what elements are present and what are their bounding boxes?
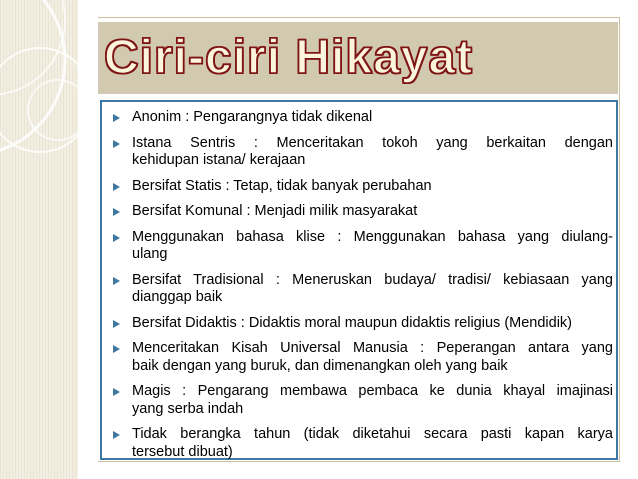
bullet-text-line: Bersifat Tradisional : Meneruskan budaya/ tradisi/ kebiasaan yang [132, 271, 613, 288]
bullet-text-line: Bersifat Didaktis : Didaktis moral maupun didaktis religius (Mendidik) [132, 314, 572, 331]
bullet-text-line: Bersifat Komunal : Menjadi milik masyarakat [132, 203, 418, 219]
bullet-arrow-icon [113, 208, 120, 216]
bullet-text-line: yang serba indah [132, 400, 244, 417]
bullet-item [108, 135, 613, 170]
frame-right-border [619, 17, 620, 462]
bullet-item [108, 272, 613, 307]
bullet-text-line: Magis : Pengarang membawa pembaca ke dunia khayal imajinasi [132, 383, 613, 399]
bullet-text-line: ulang [132, 246, 168, 262]
bullet-text-line: Istana Sentris : Menceritakan tokoh yang berkaitan dengan [132, 134, 613, 151]
slide-title: Ciri-ciri Hikayat [104, 31, 474, 84]
frame-top-border [98, 17, 620, 18]
bullet-item [108, 109, 613, 127]
bullet-arrow-icon [113, 114, 120, 122]
bullet-arrow-icon [113, 431, 120, 439]
bullet-arrow-icon [113, 234, 120, 242]
bullet-arrow-icon [113, 140, 120, 148]
bullet-item [108, 340, 613, 375]
bullet-item [108, 178, 613, 196]
bullet-item [108, 229, 613, 264]
bullet-list [108, 109, 613, 469]
bullet-arrow-icon [113, 388, 120, 396]
bullet-item [108, 426, 613, 461]
bullet-text-line: Anonim : Pengarangnya tidak dikenal [132, 109, 373, 125]
bullet-text-line: Menceritakan Kisah Universal Manusia : Peperangan antara yang [132, 340, 613, 356]
bullet-text-line: Tidak berangka tahun (tidak diketahui secara pasti kapan karya [132, 426, 613, 442]
bullet-text-line: kehidupan istana/ kerajaan [132, 152, 306, 168]
bullet-text-line: baik dengan yang buruk, dan dimenangkan oleh yang baik [132, 357, 508, 374]
bullet-arrow-icon [113, 277, 120, 285]
bullet-text-line: dianggap baik [132, 289, 223, 305]
bullet-arrow-icon [113, 183, 120, 191]
bullet-item [108, 203, 613, 221]
bullet-arrow-icon [113, 320, 120, 328]
bullet-item [108, 315, 613, 333]
decorative-swirl [0, 0, 100, 479]
bullet-text-line: Bersifat Statis : Tetap, tidak banyak perubahan [132, 177, 432, 194]
bullet-text-line: tersebut dibuat) [132, 443, 233, 460]
bullet-text-line: Menggunakan bahasa klise : Menggunakan bahasa yang diulang- [132, 228, 613, 245]
bullet-arrow-icon [113, 345, 120, 353]
bullet-item [108, 383, 613, 418]
